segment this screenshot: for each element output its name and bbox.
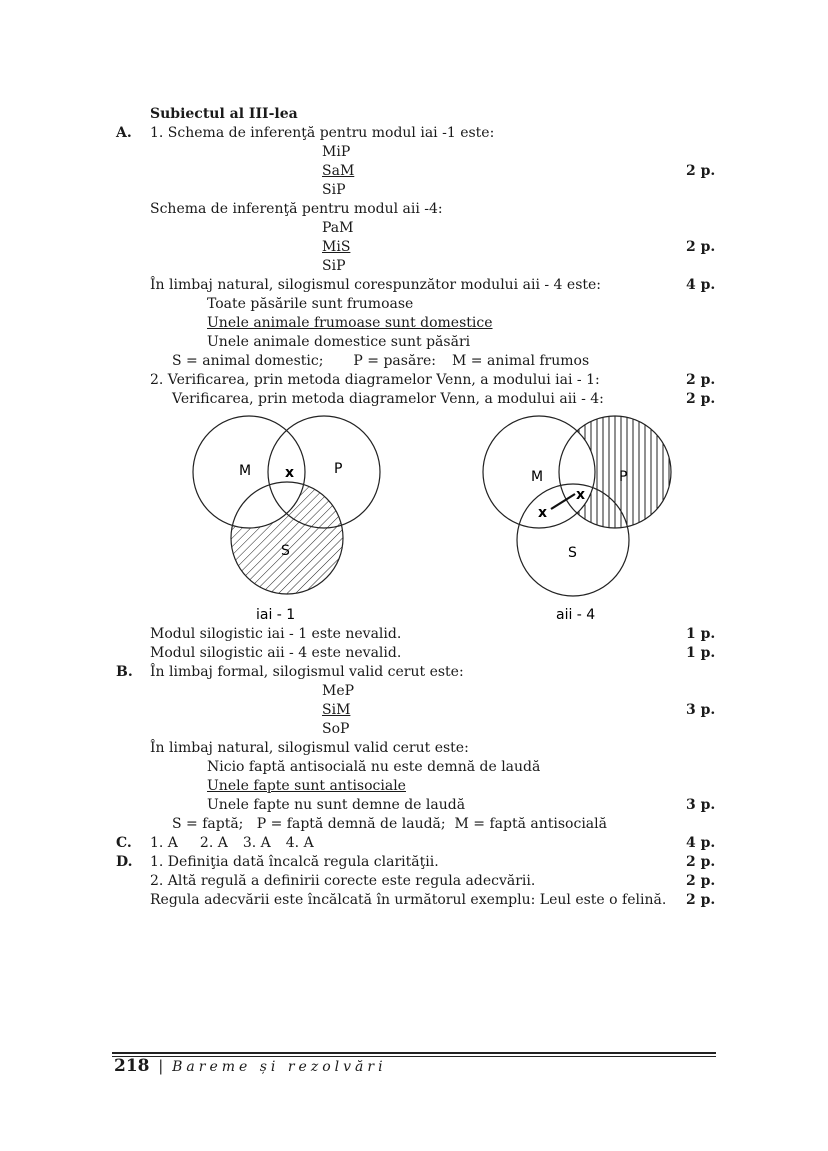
a-natural-major: Toate păsările sunt frumoase — [207, 296, 414, 312]
aii4-minor: MiS — [322, 239, 351, 255]
d-line-1: 1. Definiţia dată încalcă regula clarităţii. — [150, 854, 439, 870]
c-answer-2: 2. A — [199, 835, 228, 851]
a-legend-m: M = animal frumos — [452, 353, 590, 369]
d-line-3: Regula adecvării este încălcată în următorul exemplu: Leul este o felină. — [150, 892, 667, 908]
a-item2: 2. Verificarea, prin metoda diagramelor Venn, a modului iai - 1: — [150, 372, 600, 388]
aii4-conclusion: SiP — [322, 258, 346, 274]
footer — [114, 1057, 387, 1077]
b-natural-points: 3 p. — [686, 797, 716, 813]
section-label-d: D. — [116, 854, 133, 870]
iai1-major: MiP — [322, 144, 351, 160]
aii4-major: PaM — [322, 220, 354, 236]
d-points-3: 2 p. — [686, 892, 716, 908]
venn1-label-s: S — [281, 543, 290, 559]
venn2-x-mark-2: x — [538, 505, 548, 521]
a-invalid2-points: 1 p. — [686, 645, 716, 661]
a-item1: 1. Schema de inferenţă pentru modul iai -1 este: — [150, 125, 495, 141]
venn-diagram-aii4 — [483, 410, 680, 596]
venn2-label-s: S — [568, 545, 577, 561]
b-natural-major: Nicio faptă antisocială nu este demnă de laudă — [207, 759, 541, 775]
a-invalid1: Modul silogistic iai - 1 este nevalid. — [150, 626, 402, 642]
section-title: Subiectul al III-lea — [150, 106, 298, 122]
a-item2b: Verificarea, prin metoda diagramelor Venn, a modului aii - 4: — [172, 391, 604, 407]
c-answer-4: 4. A — [285, 835, 314, 851]
venn1-x-mark: x — [285, 465, 295, 481]
venn1-label-m: M — [239, 463, 252, 479]
c-answers — [150, 834, 314, 853]
b-formal-points: 3 p. — [686, 702, 716, 718]
footer-separator: | — [158, 1057, 164, 1075]
d-points-1: 2 p. — [686, 854, 716, 870]
venn1-caption: iai - 1 — [256, 607, 296, 623]
a-natural-points: 4 p. — [686, 277, 716, 293]
b-formal-intro: În limbaj formal, silogismul valid cerut este: — [150, 664, 464, 680]
a-legend — [172, 352, 589, 371]
venn2-caption: aii - 4 — [556, 607, 596, 623]
iai1-minor: SaM — [322, 163, 355, 179]
a-item2b-points: 2 p. — [686, 391, 716, 407]
d-points-2: 2 p. — [686, 873, 716, 889]
venn-diagrams — [0, 405, 828, 625]
iai1-conclusion: SiP — [322, 182, 346, 198]
venn2-label-p: P — [619, 469, 628, 485]
venn1-label-p: P — [334, 461, 343, 477]
b-natural-conclusion: Unele fapte nu sunt demne de laudă — [207, 797, 466, 813]
section-label-c: C. — [116, 835, 132, 851]
section-label-b: B. — [116, 664, 133, 680]
footer-section: Bareme și rezolvări — [172, 1059, 387, 1075]
venn2-label-m: M — [531, 469, 544, 485]
aii4-intro: Schema de inferenţă pentru modul aii -4: — [150, 201, 443, 217]
b-natural-minor: Unele fapte sunt antisociale — [207, 778, 406, 794]
venn-diagram-iai1 — [193, 416, 380, 605]
b-formal-conclusion: SoP — [322, 721, 350, 737]
a-natural-conclusion: Unele animale domestice sunt păsări — [207, 334, 471, 350]
section-label-a: A. — [116, 125, 132, 141]
a-item2-points: 2 p. — [686, 372, 716, 388]
a-invalid2: Modul silogistic aii - 4 este nevalid. — [150, 645, 402, 661]
c-answer-1: 1. A — [150, 835, 178, 851]
d-line-2: 2. Altă regulă a definirii corecte este regula adecvării. — [150, 873, 536, 889]
b-formal-major: MeP — [322, 683, 355, 699]
iai1-points: 2 p. — [686, 163, 716, 179]
footer-rule-thick — [112, 1052, 716, 1054]
b-legend: S = faptă; P = faptă demnă de laudă; M = faptă antisocială — [172, 816, 607, 832]
aii4-points: 2 p. — [686, 239, 716, 255]
b-formal-minor: SiM — [322, 702, 351, 718]
a-natural-minor: Unele animale frumoase sunt domestice — [207, 315, 493, 331]
b-natural-intro: În limbaj natural, silogismul valid cerut este: — [150, 740, 469, 756]
a-legend-s: S = animal domestic; — [172, 353, 324, 369]
venn2-x-mark-1: x — [576, 487, 586, 503]
a-natural-intro: În limbaj natural, silogismul corespunzător modului aii - 4 este: — [150, 277, 602, 293]
a-invalid1-points: 1 p. — [686, 626, 716, 642]
c-answer-3: 3. A — [242, 835, 271, 851]
a-legend-p: P = pasăre: — [353, 353, 437, 369]
page-number: 218 — [114, 1056, 150, 1076]
c-points: 4 p. — [686, 835, 716, 851]
